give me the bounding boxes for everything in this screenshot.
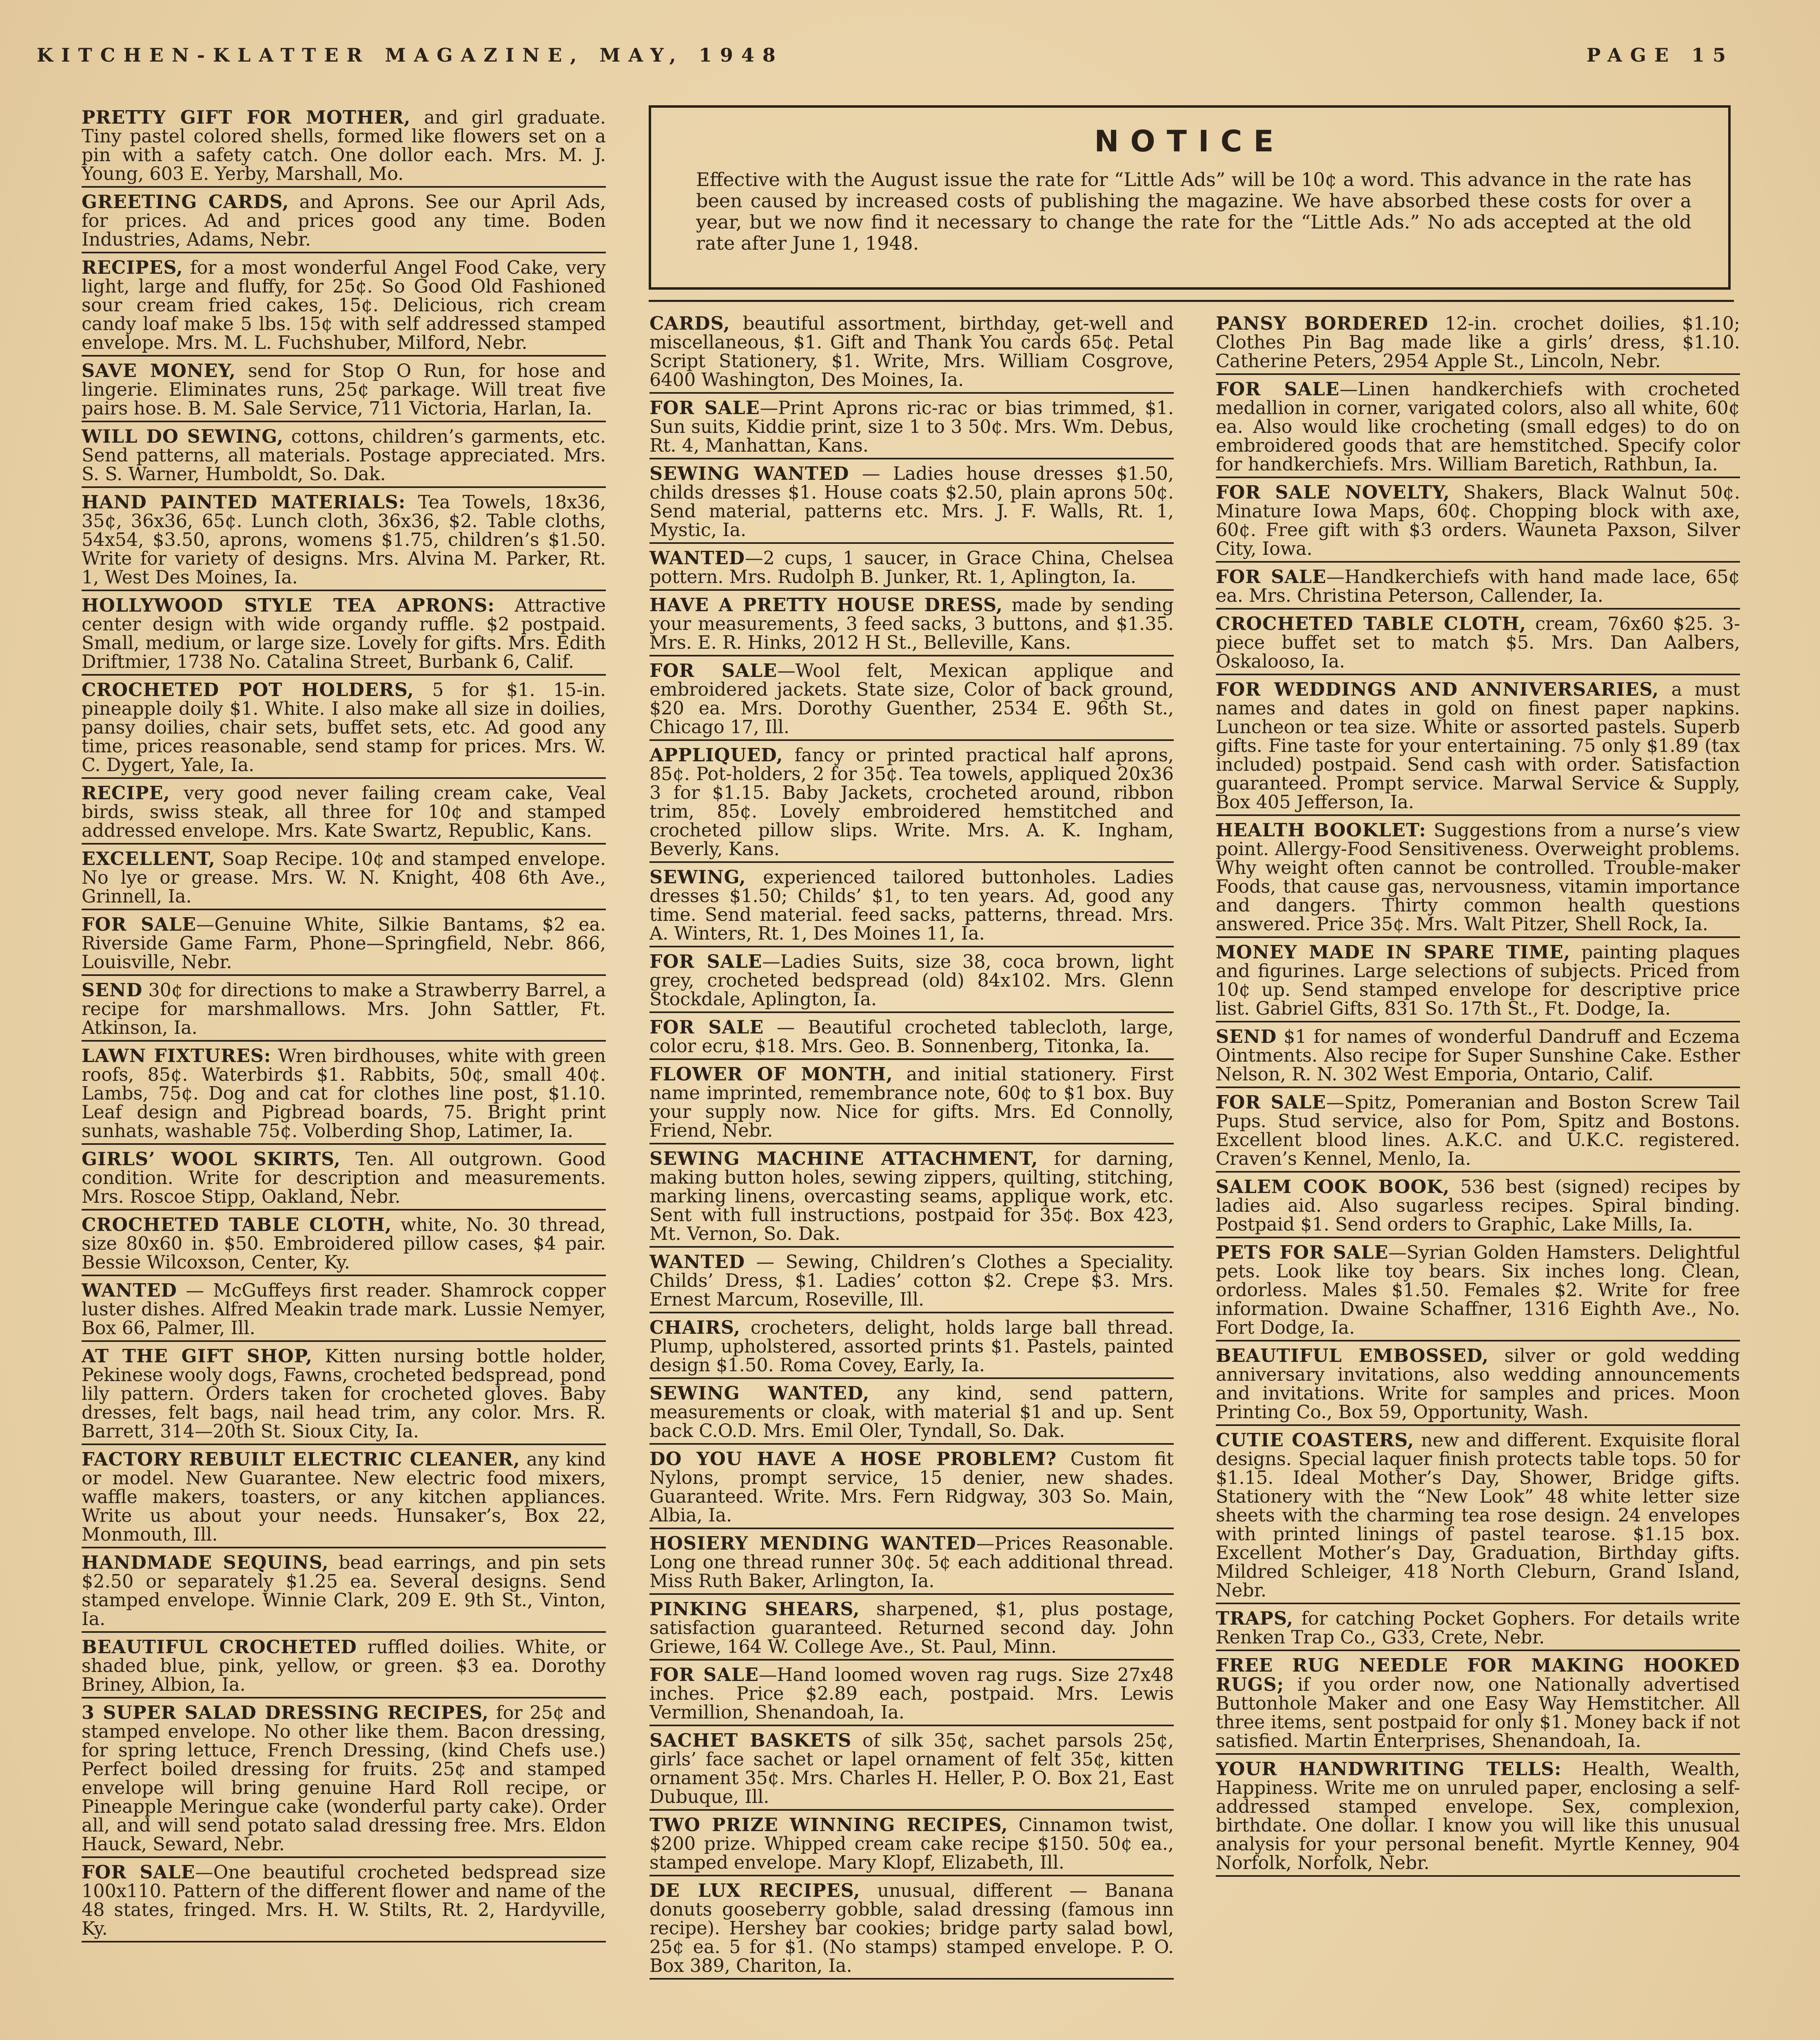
ad-text: send for Stop O Run, for hose and lingerie. Eliminates runs, 25¢ parkage. Will treat five pairs hose. B. M. Sale Service, 711 Victoria, Harlan, Ia. — [82, 361, 606, 419]
ad-heading: HAVE A PRETTY HOUSE DRESS, — [650, 594, 1003, 616]
ad-text: unusual, different — Banana donuts gooseberry gobble, salad dressing (famous inn recipe). Hershey bar cookies; bridge party salad bowl, 25¢ ea. 5 for $1. (No stamps) stamped envelope. P. O. Box 389, Chariton, Ia. — [650, 1880, 1174, 1976]
ad-heading: FOR SALE — [650, 1664, 759, 1685]
ad-heading: FOR SALE — [650, 951, 763, 972]
ad-text: experienced tailored buttonholes. Ladies dresses $1.50; Childs’ $1, to ten years. Ad, good any time. Send material. feed sacks, patterns, thread. Mrs. A. Winters, Rt. 1, Des Moines 11, Ia. — [650, 867, 1174, 944]
ad-text: — Sewing, Children’s Clothes a Speciality. Childs’ Dress, $1. Ladies’ cotton $2. Crepe $3. Mrs. Ernest Marcum, Roseville, Ill. — [650, 1252, 1174, 1310]
ad-heading: FACTORY REBUILT ELECTRIC CLEANER, — [82, 1449, 520, 1470]
ad-text: sharpened, $1, plus postage, satisfaction guaranteed. Returned second day. John Griewe, 164 W. College Ave., St. Paul, Minn. — [650, 1599, 1174, 1657]
ad-text: silver or gold wedding anniversary invitations, also wedding announcements and invitations. Write for samples and prices. Moon Printing Co., Box 59, Opportunity, Wash. — [1216, 1346, 1740, 1423]
classified-ad — [650, 596, 1174, 656]
classified-ad — [1216, 943, 1740, 1022]
ad-heading: HEALTH BOOKLET: — [1216, 820, 1426, 841]
classified-ad — [82, 915, 606, 976]
ad-heading: PANSY BORDERED — [1216, 313, 1429, 334]
ad-text: cottons, children’s garments, etc. Send patterns, all materials. Postage appreciated. Mrs. S. S. Warner, Humboldt, So. Dak. — [82, 426, 606, 485]
ad-heading: CROCHETED POT HOLDERS, — [82, 679, 414, 701]
ad-text: painting plaques and figurines. Large selections of subjects. Priced from 10¢ up. Send stamped envelope for descriptive price list. Gabriel Gifts, 831 So. 17th St., Ft. Dodge, Ia. — [1216, 942, 1740, 1019]
ad-text: —2 cups, 1 saucer, in Grace China, Chelsea pottern. Mrs. Rudolph B. Junker, Rt. 1, Aplington, Ia. — [650, 548, 1174, 588]
ad-heading: 3 SUPER SALAD DRESSING RECIPES, — [82, 1702, 489, 1723]
ad-text: if you order now, one Nationally advertised Buttonhole Maker and one Easy Way Hemstitcher. All three items, sent postpaid for only $1. Money back if not satisfied. Martin Enterprises, Shenandoah, Ia. — [1216, 1674, 1740, 1752]
ad-text: —Hand loomed woven rag rugs. Size 27x48 inches. Price $2.89 each, postpaid. Mrs. Lewis Vermillion, Shenandoah, Ia. — [650, 1665, 1174, 1723]
ad-heading: CROCHETED TABLE CLOTH, — [82, 1214, 392, 1235]
classified-ad — [650, 549, 1174, 591]
ad-heading: GREETING CARDS, — [82, 191, 289, 213]
classified-ad — [1216, 1346, 1740, 1426]
ad-heading: FOR SALE — [1216, 566, 1327, 588]
ad-heading: CUTIE COASTERS, — [1216, 1430, 1414, 1451]
ad-text: 12-in. crochet doilies, $1.10; Clothes Pin Bag made like a girls’ dress, $1.10. Catherine Peters, 2954 Apple St., Lincoln, Nebr. — [1216, 313, 1740, 372]
ad-heading: WANTED — [650, 1251, 745, 1273]
ad-heading: RECIPES, — [82, 257, 183, 278]
left-column — [82, 108, 606, 1947]
classified-ad — [650, 868, 1174, 947]
ad-heading: BEAUTIFUL EMBOSSED, — [1216, 1345, 1489, 1366]
ad-heading: SEND — [82, 980, 143, 1001]
right-column — [1216, 314, 1740, 1882]
ad-heading: SEWING MACHINE ATTACHMENT, — [650, 1148, 1038, 1169]
ad-text: —Linen handkerchiefs with crocheted medallion in corner, varigated colors, also all white, 60¢ ea. Also would like crocheting (small edges) to do on embroidered goods that are hemstitched. Specify color for handkerchiefs. Mrs. William Baretich, Rathbun, Ia. — [1216, 379, 1740, 475]
ad-text: —Handkerchiefs with hand made lace, 65¢ ea. Mrs. Christina Peterson, Callender, Ia. — [1216, 567, 1740, 606]
ad-heading: PETS FOR SALE — [1216, 1242, 1389, 1263]
classified-ad — [650, 1665, 1174, 1726]
ad-text: —One beautiful crocheted bedspread size 100x110. Pattern of the different flower and name of the 48 states, fringed. Mrs. H. W. Stilts, Rt. 2, Hardyville, Ky. — [82, 1862, 606, 1939]
ad-text: for 25¢ and stamped envelope. No other like them. Bacon dressing, for spring lettuce, French Dressing, (kind Chefs use.) Perfect boiled dressing for fruits. 25¢ and stamped envelope will bring genuine Hard Roll recipe, or Pineapple Meringue cake (wonderful party cake). Order all, and will send potato salad dressing free. Mrs. Eldon Hauck, Seward, Nebr. — [82, 1703, 606, 1855]
classified-ad — [1216, 1431, 1740, 1604]
ad-text: —Spitz, Pomeranian and Boston Screw Tail Pups. Stud service, also for Pom, Spitz and Bostons. Excellent blood lines. A.K.C. and U.K.C. registered. Craven’s Kennel, Menlo, Ia. — [1216, 1092, 1740, 1169]
classified-ad — [650, 464, 1174, 544]
ad-heading: SACHET BASKETS — [650, 1730, 852, 1751]
ad-heading: HOLLYWOOD STYLE TEA APRONS: — [82, 595, 495, 616]
ad-text: and girl graduate. Tiny pastel colored shells, formed like flowers set on a pin with a safety catch. One dollor each. Mrs. M. J. Young, 603 E. Yerby, Marshall, Mo. — [82, 107, 606, 184]
page-number: PAGE 15 — [1586, 44, 1734, 66]
classified-ad — [1216, 568, 1740, 610]
ad-heading: MONEY MADE IN SPARE TIME, — [1216, 942, 1571, 963]
classified-ad — [82, 1215, 606, 1276]
ad-heading: HOSIERY MENDING WANTED — [650, 1533, 976, 1554]
classified-ad — [650, 1534, 1174, 1595]
ad-text: $1 for names of wonderful Dandruff and Eczema Ointments. Also recipe for Super Sunshine Cake. Esther Nelson, R. N. 302 West Emporia, Ontario, Calif. — [1216, 1027, 1740, 1085]
ad-text: Kitten nursing bottle holder, Pekinese wooly dogs, Fawns, crocheted bedspread, pond lily pattern. Orders taken for crocheted gloves. Baby dresses, felt bags, nail head trim, any color. Mrs. R. Barrett, 314—20th St. Sioux City, Ia. — [82, 1346, 606, 1442]
classified-ad — [82, 1553, 606, 1633]
classified-ad — [650, 1065, 1174, 1144]
classified-ad — [650, 399, 1174, 459]
classified-ad — [82, 1047, 606, 1145]
ad-text: —Ladies Suits, size 38, coca brown, light grey, crocheted bedspread (old) 84x102. Mrs. Glenn Stockdale, Aplington, Ia. — [650, 951, 1174, 1010]
ad-heading: SEWING WANTED, — [650, 1383, 870, 1404]
page-header — [37, 44, 1734, 77]
classified-ad — [1216, 1760, 1740, 1877]
classified-ad — [1216, 483, 1740, 563]
ad-text: and initial stationery. First name imprinted, remembrance note, 60¢ to $1 box. Buy your supply now. Nice for gifts. Mrs. Ed Connolly, Friend, Nebr. — [650, 1064, 1174, 1141]
ad-text: very good never failing cream cake, Veal birds, swiss steak, all three for 10¢ and stamped addressed envelope. Mrs. Kate Swartz, Republic, Kans. — [82, 783, 606, 841]
classified-ad — [650, 1384, 1174, 1445]
classified-ad — [82, 493, 606, 591]
classified-ad — [1216, 1093, 1740, 1173]
classified-ad — [82, 596, 606, 676]
ad-text: crocheters, delight, holds large ball thread. Plump, upholstered, assorted prints $1. Pastels, painted design $1.50. Roma Covey, Early, Ia. — [650, 1317, 1174, 1376]
ad-heading: CHAIRS, — [650, 1317, 740, 1338]
ad-text: ruffled doilies. White, or shaded blue, pink, yellow, or green. $3 ea. Dorothy Briney, Albion, Ia. — [82, 1637, 606, 1695]
ad-heading: DO YOU HAVE A HOSE PROBLEM? — [650, 1448, 1057, 1470]
ad-heading: FOR SALE — [82, 914, 197, 935]
ad-text: white, No. 30 thread, size 80x60 in. $50. Embroidered pillow cases, $4 pair. Bessie Wilcoxson, Center, Ky. — [82, 1215, 606, 1273]
ad-text: —Prices Reasonable. Long one thread runner 30¢. 5¢ each additional thread. Miss Ruth Baker, Arlington, Ia. — [650, 1533, 1174, 1592]
ad-heading: APPLIQUED, — [650, 745, 783, 766]
classified-ad — [650, 1253, 1174, 1313]
ad-text: any kind or model. New Guarantee. New electric food mixers, waffle makers, toasters, or any kitchen appliances. Write us about your needs. Hunsaker’s, Box 22, Monmouth, Ill. — [82, 1449, 606, 1545]
ad-text: Wren birdhouses, white with green roofs, 85¢. Waterbirds $1. Rabbits, 50¢, small 40¢. Lambs, 75¢. Dog and cat for clothes line post, $1.10. Leaf design and Pigbread boards, 75. Bright print sunhats, washable 75¢. Volberding Shop, Latimer, Ia. — [82, 1046, 606, 1142]
ad-heading: WANTED — [650, 548, 745, 569]
ad-heading: EXCELLENT, — [82, 848, 215, 869]
ad-text: Cinnamon twist, $200 prize. Whipped cream cake recipe $150. 50¢ ea., stamped envelope. Mary Klopf, Elizabeth, Ill. — [650, 1815, 1174, 1873]
classified-ad — [82, 681, 606, 779]
ad-text: — Ladies house dresses $1.50, childs dresses $1. House coats $2.50, plain aprons 50¢. Send material, patterns etc. Mrs. J. F. Walls, Rt. 1, Mystic, Ia. — [650, 463, 1174, 541]
classified-ad — [82, 427, 606, 488]
ad-text: — McGuffeys first reader. Shamrock copper luster dishes. Alfred Meakin trade mark. Lussie Nemyer, Box 66, Palmer, Ill. — [82, 1280, 606, 1339]
magazine-title: KITCHEN-KLATTER MAGAZINE, MAY, 1948 — [37, 44, 784, 66]
classified-ad — [1216, 314, 1740, 375]
ad-heading: FOR WEDDINGS AND ANNIVERSARIES, — [1216, 679, 1659, 700]
classified-ad — [82, 361, 606, 422]
ad-heading: GIRLS’ WOOL SKIRTS, — [82, 1149, 341, 1170]
ad-text: Suggestions from a nurse’s view point. Allergy-Food Sensitiveness. Overweight problems. Why weight often cannot be controlled. Trouble-maker Foods, that cause gas, nervousness, vitamin importance and dangers. Thirty common health questions answered. Price 35¢. Mrs. Walt Pitzer, Shell Rock, Ia. — [1216, 820, 1740, 935]
classified-ad — [82, 1450, 606, 1548]
ad-text: Health, Wealth, Happiness. Write me on unruled paper, enclosing a self-addressed stamped envelope. Sex, complexion, birthdate. One dollar. I know you will like this unusual analysis for your personal benefit. Myrtle Kenney, 904 Norfolk, Norfolk, Nebr. — [1216, 1759, 1740, 1874]
classified-ad — [650, 1731, 1174, 1811]
classified-ad — [650, 314, 1174, 394]
classified-ad — [650, 1881, 1174, 1980]
ad-heading: HAND PAINTED MATERIALS: — [82, 492, 406, 513]
classified-ad — [82, 1150, 606, 1211]
classified-ad — [82, 258, 606, 357]
ad-heading: SAVE MONEY, — [82, 360, 236, 381]
notice-title: NOTICE — [1094, 124, 1285, 158]
classified-ad — [650, 1149, 1174, 1248]
ad-heading: FREE RUG NEEDLE FOR MAKING HOOKED RUGS; — [1216, 1655, 1740, 1695]
ad-text: beautiful assortment, birthday, get-well and miscellaneous, $1. Gift and Thank You cards 65¢. Petal Script Stationery, $1. Write, Mrs. William Cosgrove, 6400 Washington, Des Moines, Ia. — [650, 313, 1174, 390]
ad-text: 536 best (signed) recipes by ladies aid. Also sugarless recipes. Spiral binding. Postpaid $1. Send orders to Graphic, Lake Mills, Ia. — [1216, 1177, 1740, 1235]
ad-heading: PRETTY GIFT FOR MOTHER, — [82, 107, 411, 128]
classified-ad — [650, 1816, 1174, 1876]
ad-heading: CROCHETED TABLE CLOTH, — [1216, 613, 1526, 634]
ad-text: for a most wonderful Angel Food Cake, very light, large and fluffy, for 25¢. So Good Old Fashioned sour cream fried cakes, 15¢. Delicious, rich cream candy loaf make 5 lbs. 15¢ with self addressed stamped envelope. Mrs. M. L. Fuchshuber, Milford, Nebr. — [82, 257, 606, 353]
classified-ad — [1216, 614, 1740, 675]
ad-heading: FOR SALE — [1216, 379, 1340, 400]
classified-ad — [650, 1450, 1174, 1529]
ad-text: Soap Recipe. 10¢ and stamped envelope. No lye or grease. Mrs. W. N. Knight, 408 6th Ave., Grinnell, Ia. — [82, 849, 606, 907]
classified-ad — [82, 981, 606, 1042]
classified-ad — [82, 1638, 606, 1699]
ad-text: Ten. All outgrown. Good condition. Write for description and measurements. Mrs. Roscoe Stipp, Oakland, Nebr. — [82, 1149, 606, 1207]
ad-heading: FOR SALE NOVELTY, — [1216, 482, 1450, 503]
ad-heading: FOR SALE — [82, 1862, 195, 1883]
ad-text: a must names and dates in gold on finest paper napkins. Luncheon or tea size. White or assorted pastels. Superb gifts. Fine taste for your entertaining. 75 only $1.89 (tax included) postpaid. Send cash with order. Satisfaction guaranteed. Prompt service. Marwal Service & Supply, Box 405 Jefferson, Ia. — [1216, 679, 1740, 813]
classified-ad — [82, 193, 606, 253]
classified-ad — [1216, 1027, 1740, 1088]
classified-ad — [1216, 680, 1740, 816]
ad-heading: SEND — [1216, 1026, 1277, 1047]
classified-ad — [1216, 1243, 1740, 1342]
ad-heading: RECIPE, — [82, 783, 171, 804]
ad-text: any kind, send pattern, measurements or cloak, with material $1 and up. Sent back C.O.D. Mrs. Emil Oler, Tyndall, So. Dak. — [650, 1383, 1174, 1441]
ad-heading: PINKING SHEARS, — [650, 1599, 860, 1620]
classified-ad — [1216, 1609, 1740, 1651]
notice-body: Effective with the August issue the rate for “Little Ads” will be 10¢ a word. This advance in the rate has been caused by increased costs of publishing the magazine. We have absorbed these costs for over a year, but we now find it necessary to change the rate for the “Little Ads.” No ads accepted at the old rate after June 1, 1948. — [696, 169, 1691, 254]
classified-ad — [650, 1318, 1174, 1379]
ad-heading: SEWING, — [650, 867, 746, 888]
ad-heading: TWO PRIZE WINNING RECIPES, — [650, 1814, 1008, 1836]
ad-text: cream, 76x60 $25. 3-piece buffet set to match $5. Mrs. Dan Aalbers, Oskalooso, Ia. — [1216, 614, 1740, 672]
ad-text: of silk 35¢, sachet parsols 25¢, girls’ face sachet or lapel ornament of felt 35¢, kitten ornament 35¢. Mrs. Charles H. Heller, P. O. Box 21, East Dubuque, Ill. — [650, 1730, 1174, 1807]
ad-text: 30¢ for directions to make a Strawberry Barrel, a recipe for marshmallows. Mrs. John Sattler, Ft. Atkinson, Ia. — [82, 980, 606, 1038]
classified-ad — [82, 1281, 606, 1342]
ad-heading: AT THE GIFT SHOP, — [82, 1346, 313, 1367]
ad-heading: WILL DO SEWING, — [82, 426, 284, 447]
classified-ad — [650, 1018, 1174, 1060]
ad-heading: YOUR HANDWRITING TELLS: — [1216, 1758, 1562, 1780]
classified-ad — [650, 1600, 1174, 1661]
ad-text: Attractive center design with wide organdy ruffle. $2 postpaid. Small, medium, or large size. Lovely for gifts. Mrs. Edith Driftmier, 1738 No. Catalina Street, Burbank 6, Calif. — [82, 595, 606, 672]
ad-heading: BEAUTIFUL CROCHETED — [82, 1636, 357, 1658]
classified-ad — [650, 952, 1174, 1013]
ad-heading: FOR SALE — [650, 660, 777, 681]
classified-ad — [1216, 821, 1740, 938]
notice-divider — [649, 300, 1734, 302]
ad-heading: FOR SALE — [650, 1017, 764, 1038]
ad-text: —Wool felt, Mexican applique and embroidered jackets. State size, Color of back ground, $20 ea. Mrs. Dorothy Guenther, 2534 E. 96th St., Chicago 17, Ill. — [650, 661, 1174, 738]
classified-ad — [82, 1347, 606, 1445]
ad-heading: LAWN FIXTURES: — [82, 1045, 271, 1067]
middle-column — [650, 314, 1174, 1985]
ad-text: for catching Pocket Gophers. For details write Renken Trap Co., G33, Crete, Nebr. — [1216, 1608, 1740, 1648]
ad-heading: FOR SALE — [650, 397, 760, 419]
ad-heading: DE LUX RECIPES, — [650, 1880, 860, 1901]
ad-text: made by sending your measurements, 3 feed sacks, 3 buttons, and $1.35. Mrs. E. R. Hinks, 2012 H St., Belleville, Kans. — [650, 595, 1174, 653]
classified-ad — [82, 784, 606, 845]
classified-ad — [82, 849, 606, 910]
ad-heading: SEWING WANTED — [650, 463, 849, 484]
ad-text: and Aprons. See our April Ads, for prices. Ad and prices good any time. Boden Industries, Adams, Nebr. — [82, 192, 606, 250]
classified-ad — [1216, 380, 1740, 478]
ad-text: new and different. Exquisite floral designs. Special laquer finish protects table tops. 50 for $1.15. Ideal Mother’s Day, Shower, Bridge gifts. Stationery with the “New Look” 48 white letter size sheets with the charming tea rose design. 24 envelopes with printed linings of pastel tearose. $1.15 box. Excellent Mother’s Day, Graduation, Birthday gifts. Mildred Schleiger, 418 North Cleburn, Grand Island, Nebr. — [1216, 1430, 1740, 1601]
ad-heading: FOR SALE — [1216, 1092, 1326, 1113]
classified-ad — [1216, 1177, 1740, 1238]
notice-box — [649, 105, 1731, 290]
ad-heading: FLOWER OF MONTH, — [650, 1064, 893, 1085]
ad-text: —Genuine White, Silkie Bantams, $2 ea. Riverside Game Farm, Phone—Springfield, Nebr. 866, Louisville, Nebr. — [82, 914, 606, 973]
ad-heading: SALEM COOK BOOK, — [1216, 1176, 1450, 1197]
classified-ad — [82, 1703, 606, 1858]
ad-text: —Print Aprons ric-rac or bias trimmed, $1. Sun suits, Kiddie print, size 1 to 3 50¢. Mrs. Wm. Debus, Rt. 4, Manhattan, Kans. — [650, 398, 1174, 456]
ad-heading: TRAPS, — [1216, 1608, 1294, 1629]
ad-text: bead earrings, and pin sets $2.50 or separately $1.25 ea. Several designs. Send stamped envelope. Winnie Clark, 209 E. 9th St., Vinton, Ia. — [82, 1552, 606, 1630]
ad-text: —Syrian Golden Hamsters. Delightful pets. Look like toy bears. Six inches long. Clean, ordorless. Males $1.50. Females $2. Write for free information. Dwaine Schaffner, 1316 Eighth Ave., No. Fort Dodge, Ia. — [1216, 1242, 1740, 1338]
classified-ad — [82, 108, 606, 188]
ad-text: Shakers, Black Walnut 50¢. Minature Iowa Maps, 60¢. Chopping block with axe, 60¢. Free gift with $3 orders. Wauneta Paxson, Silver City, Iowa. — [1216, 482, 1740, 559]
ad-text: Tea Towels, 18x36, 35¢, 36x36, 65¢. Lunch cloth, 36x36, $2. Table cloths, 54x54, $3.50, aprons, womens $1.75, children’s $1.50. Write for variety of designs. Mrs. Alvina M. Parker, Rt. 1, West Des Moines, Ia. — [82, 492, 606, 588]
classified-ad — [650, 746, 1174, 863]
ad-heading: CARDS, — [650, 313, 730, 334]
classified-ad — [650, 661, 1174, 741]
ad-text: Custom fit Nylons, prompt service, 15 denier, new shades. Guaranteed. Write. Mrs. Fern Ridgway, 303 So. Main, Albia, Ia. — [650, 1449, 1174, 1526]
classified-ad — [82, 1863, 606, 1942]
ad-text: — Beautiful crocheted tablecloth, large, color ecru, $18. Mrs. Geo. B. Sonnenberg, Titonka, Ia. — [650, 1017, 1174, 1057]
ad-text: 5 for $1. 15-in. pineapple doily $1. White. I also make all size in doilies, pansy doilies, chair sets, buffet sets, etc. Ad good any time, prices reasonable, send stamp for prices. Mrs. W. C. Dygert, Yale, Ia. — [82, 680, 606, 776]
ad-text: for darning, making button holes, sewing zippers, quilting, stitching, marking linens, overcasting seams, applique work, etc. Sent with full instructions, postpaid for 35¢. Box 423, Mt. Vernon, So. Dak. — [650, 1149, 1174, 1244]
ad-heading: HANDMADE SEQUINS, — [82, 1552, 329, 1573]
classified-ad — [1216, 1656, 1740, 1755]
ad-heading: WANTED — [82, 1280, 177, 1301]
ad-text: fancy or printed practical half aprons, 85¢. Pot-holders, 2 for 35¢. Tea towels, appliqued 20x36 3 for $1.15. Baby Jackets, crocheted around, ribbon trim, 85¢. Lovely embroidered hemstitched and crocheted pillow slips. Write. Mrs. A. K. Ingham, Beverly, Kans. — [650, 745, 1174, 860]
